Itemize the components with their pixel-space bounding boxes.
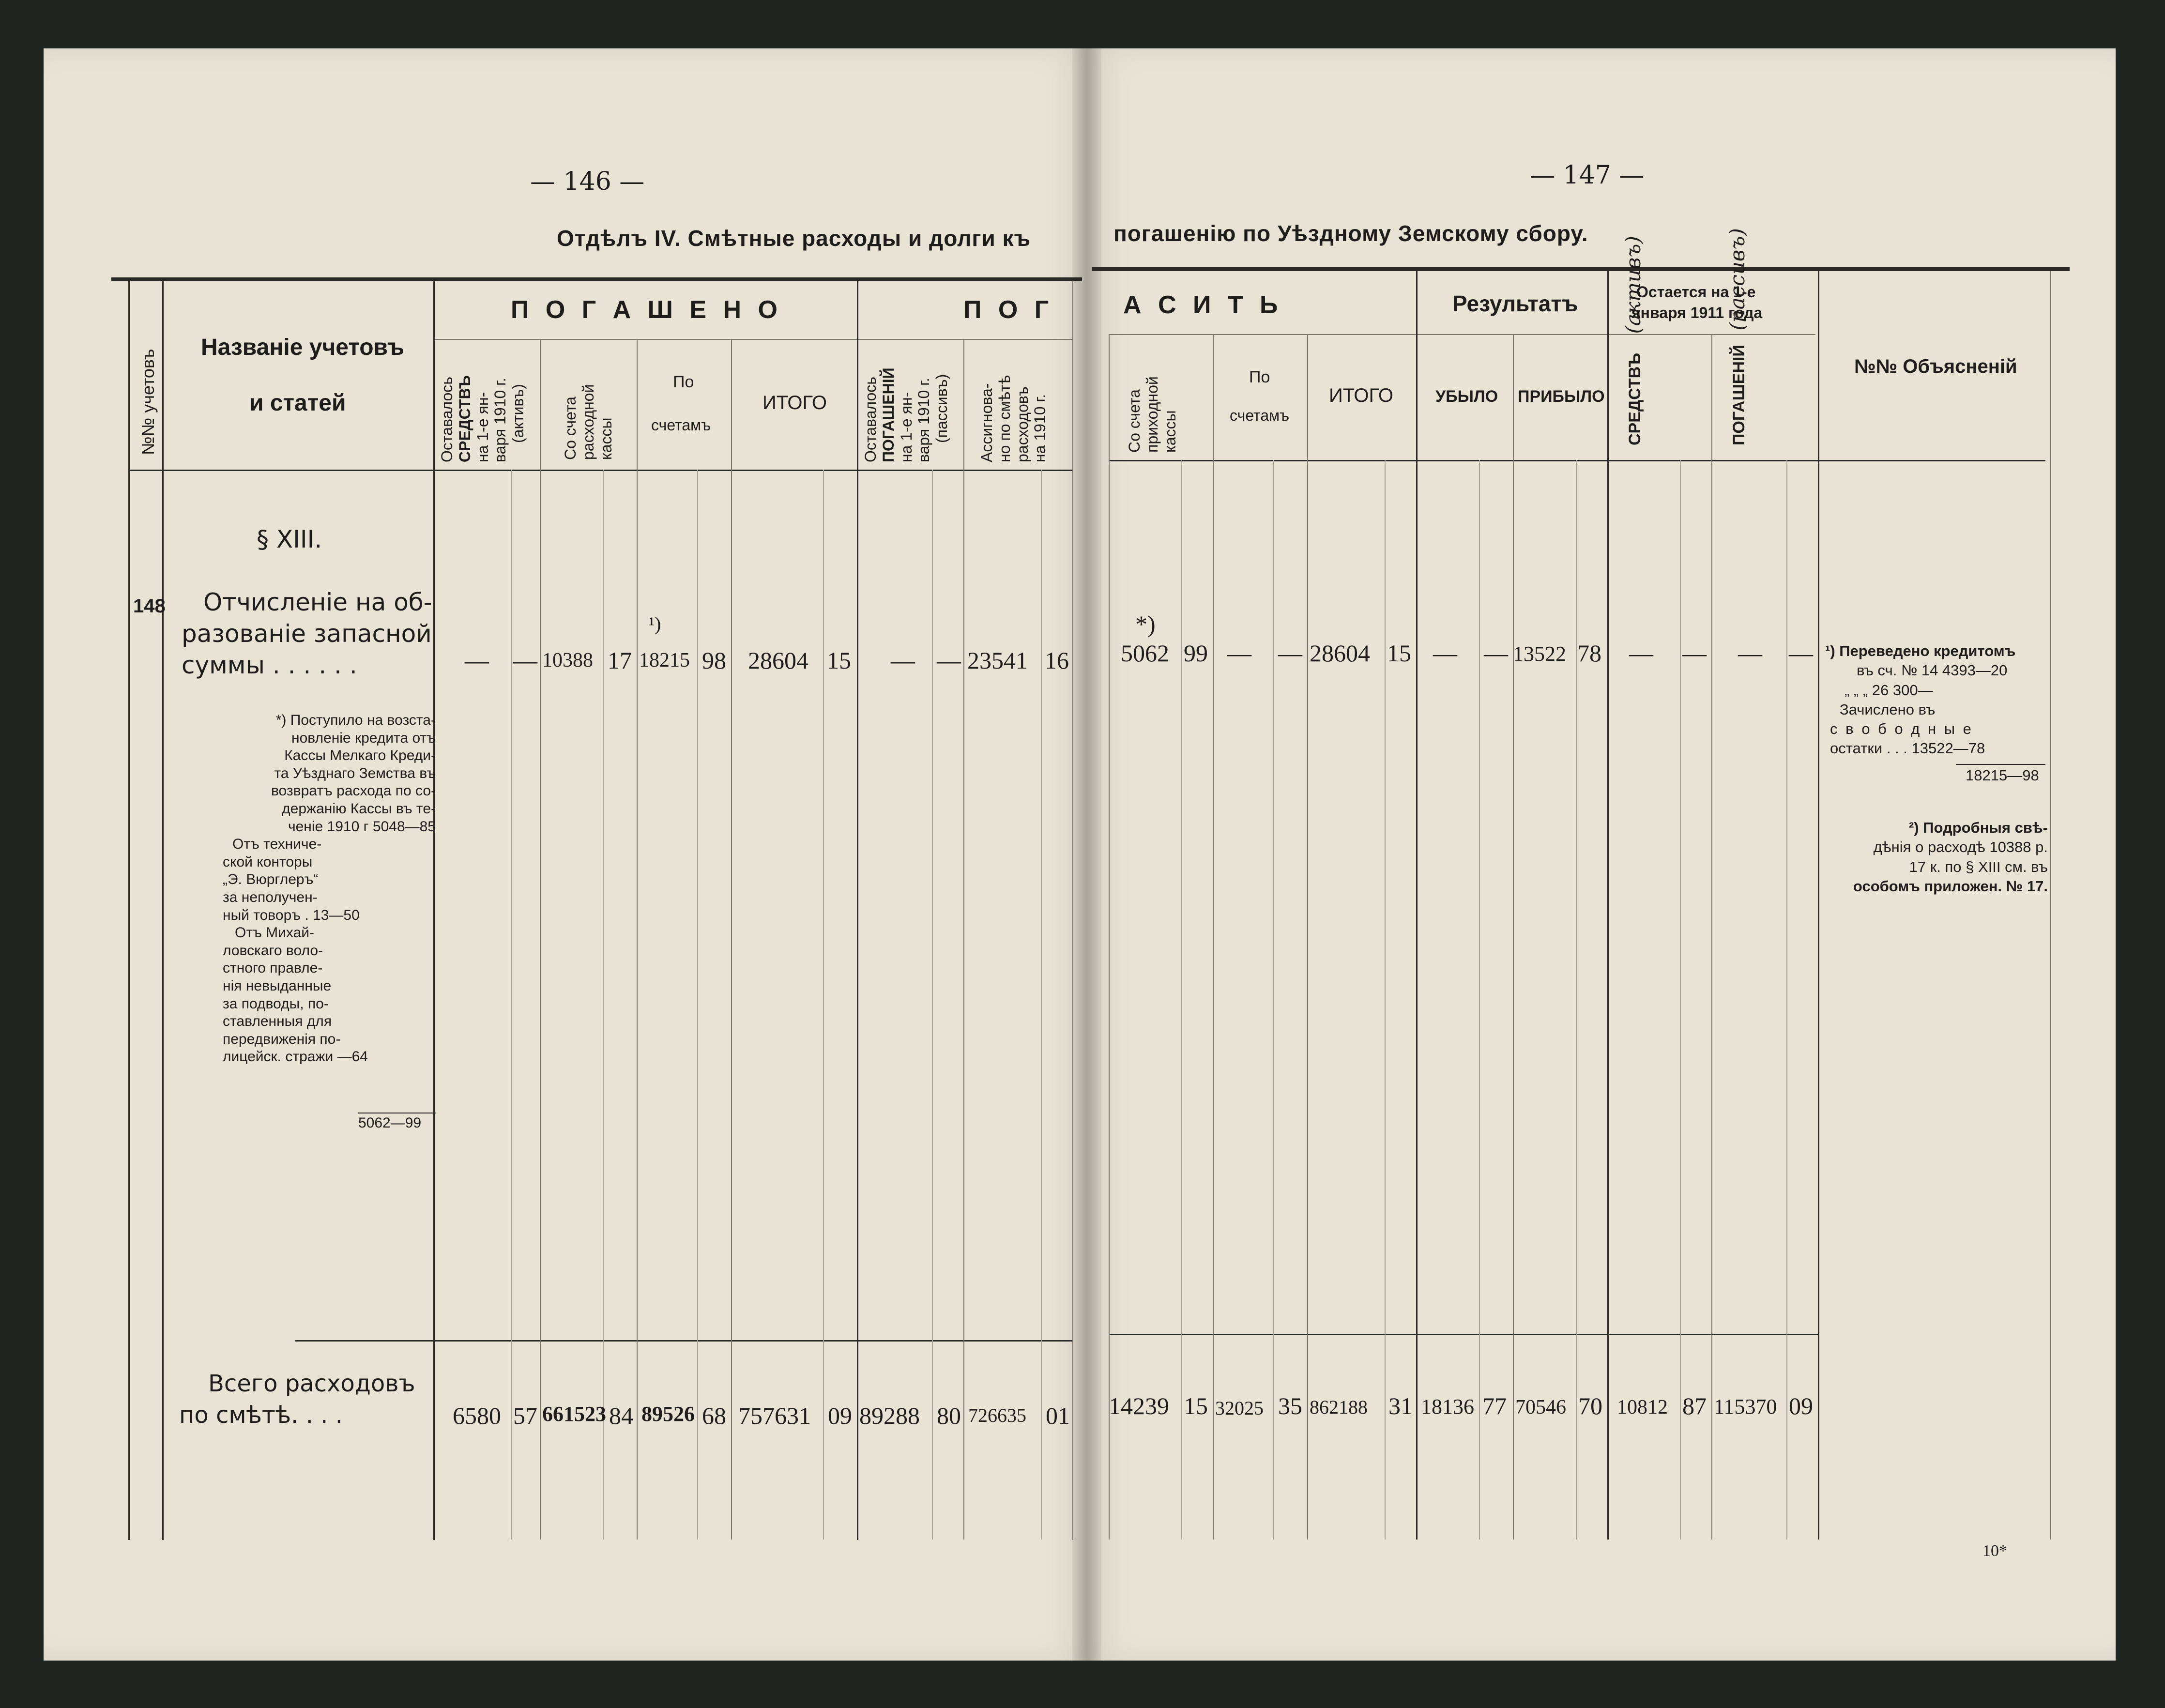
footnote-star: *) Поступило на возста- новленіе кредита отъ Кассы Мелкаго Креди- та Уѣзднаго Земства въ возвратъ расхода по со- держанію Кассы въ те- ченіе 1910 г 5048—85 Отъ техниче- ской конторы „Э. Вюрглеръ“ за неполучен- ный товоръ . 13—50 Отъ Михай- ловскаго воло- стного правле- нія невыданные за подводы, по- ставленныя для передвиженія по- лицейск. стражи —64: [223, 712, 436, 1065]
note-1-total: 18215—98: [1966, 767, 2039, 784]
row-topay-remain-dash2: —: [937, 647, 961, 674]
total-gain-rub: 70546: [1515, 1396, 1566, 1418]
total-topay-remain-rub: 89288: [859, 1402, 920, 1429]
col-line: [1307, 334, 1308, 1540]
header-right-total: ИТОГО: [1329, 385, 1394, 406]
row-paid-remain-dash2: —: [513, 647, 537, 674]
col-line: [731, 339, 732, 1540]
total-loss-rub: 18136: [1421, 1395, 1474, 1418]
row-right-accounts-dash: —: [1227, 640, 1251, 667]
row-topay-assigned-rub: 23541: [967, 647, 1028, 674]
col-subline: [1181, 460, 1182, 1540]
row-right-total-kop: 15: [1387, 640, 1411, 667]
col-subline: [823, 470, 824, 1540]
total-label-1: Всего расходовъ: [208, 1370, 415, 1397]
row-liab-dash: —: [1738, 640, 1762, 667]
header-right-accounts-1: По: [1249, 368, 1270, 386]
col-subline: [1680, 460, 1681, 1540]
total-topay-assigned-kop: 01: [1046, 1402, 1070, 1429]
col-line: [2050, 271, 2051, 1540]
header-name-line2: и статей: [249, 390, 346, 416]
total-rule-left: [295, 1340, 1072, 1342]
table-top-rule-right: [1092, 267, 2070, 271]
header-right-cash: Со счета приходной кассы: [1126, 376, 1179, 453]
left-header: Отдѣлъ IV. Смѣтные расходы и долги къ: [557, 226, 1031, 251]
col-line: [540, 339, 541, 1540]
total-paid-cash-rub: 661523: [542, 1402, 606, 1426]
col-line: [128, 281, 130, 1540]
total-right-total-kop: 31: [1388, 1392, 1413, 1419]
row-assets-dash: —: [1629, 640, 1653, 667]
book-gutter: [1072, 48, 1101, 1661]
row-topay-assigned-kop: 16: [1045, 647, 1069, 674]
total-gain-kop: 70: [1578, 1392, 1602, 1419]
col-subline: [697, 470, 698, 1540]
total-paid-total-rub: 757631: [738, 1402, 811, 1429]
col-line: [1416, 271, 1418, 1540]
col-line: [963, 339, 964, 1540]
total-paid-accounts-rub: 89526: [641, 1402, 695, 1426]
section-title: § XIII.: [257, 525, 322, 553]
total-paid-remain-rub: 6580: [453, 1402, 501, 1429]
left-page-number: — 146 —: [530, 167, 645, 196]
group-paid: П О Г А Ш Е Н О: [511, 296, 782, 324]
col-line: [1711, 334, 1712, 1540]
note-1-sum-rule: [1956, 764, 2045, 765]
col-line: [1513, 334, 1514, 1540]
col-subline: [1786, 460, 1787, 1540]
header-gain: ПРИБЫЛО: [1518, 387, 1605, 406]
header-topay-assigned: Ассигнова- но по смѣтѣ расходовъ на 1910 г.: [978, 375, 1049, 462]
total-paid-cash-kop: 84: [609, 1402, 633, 1429]
row-cash-mark: *): [1135, 610, 1156, 638]
group-topay-rest: А С И Т Ь: [1123, 291, 1283, 319]
col-line: [637, 339, 638, 1540]
right-page-number: — 147 —: [1530, 161, 1645, 190]
total-right-cash-kop: 15: [1184, 1392, 1208, 1419]
row-gain-rub: 13522: [1513, 642, 1566, 666]
group-rule-left: [433, 339, 1072, 340]
header-right-accounts-2: счетамъ: [1230, 407, 1290, 424]
note-1: ¹) Переведено кредитомъ въ сч. № 14 4393—20 „ „ „ 26 300— Зачислено въ с в о б о д н ы е остатки . . . 13522—78: [1825, 642, 2016, 757]
total-paid-total-kop: 09: [828, 1402, 852, 1429]
group-topay-part: П О Г: [963, 296, 1054, 324]
row-right-cash-rub: 5062: [1121, 640, 1169, 667]
right-header: погашенію по Уѣздному Земскому сбору.: [1113, 221, 1588, 246]
total-assets-kop: 87: [1682, 1392, 1707, 1419]
header-bottom-rule-right: [1109, 460, 2045, 461]
col-line: [1072, 281, 1073, 1540]
col-subline: [511, 470, 512, 1540]
header-topay-remain: Оставалось ПОГАШЕНІЙ на 1-е ян- варя 1910 г. (пассивъ): [862, 367, 951, 462]
row-paid-total-rub: 28604: [748, 647, 808, 674]
group-result: Результатъ: [1452, 291, 1578, 316]
header-name-line1: Названіе учетовъ: [201, 335, 404, 360]
col-subline: [1479, 460, 1480, 1540]
total-right-cash-rub: 14239: [1109, 1392, 1169, 1419]
total-liab-rub: 115370: [1714, 1395, 1777, 1418]
row-paid-accounts-rub: 18215: [639, 649, 690, 671]
row-right-cash-kop: 99: [1184, 640, 1208, 667]
group-rule-right: [1109, 334, 1815, 335]
row-paid-accounts-kop: 98: [702, 647, 726, 674]
row-name-1: Отчисленіе на об-: [203, 588, 432, 616]
header-bottom-rule-left: [128, 470, 1072, 471]
col-line: [857, 281, 858, 1540]
total-topay-remain-kop: 80: [937, 1402, 961, 1429]
header-paid-remain: Оставалось СРЕДСТВЪ на 1-е ян- варя 1910 г. (активъ): [438, 375, 527, 462]
total-right-total-rub: 862188: [1310, 1396, 1368, 1418]
total-assets-rub: 10812: [1617, 1396, 1668, 1418]
col-line: [1109, 334, 1110, 1540]
col-line: [1818, 271, 1819, 1540]
group-remains-2: января 1911 года: [1631, 304, 1763, 321]
header-account-number: №№ учетовъ: [138, 349, 158, 455]
row-loss-dash2: —: [1484, 640, 1508, 667]
total-liab-kop: 09: [1789, 1392, 1813, 1419]
row-assets-dash2: —: [1682, 640, 1707, 667]
col-subline: [932, 470, 933, 1540]
header-assets: СРЕДСТВЪ (активъ): [1621, 236, 1645, 445]
total-label-2: по смѣтѣ. . . .: [179, 1402, 343, 1429]
row-paid-cash-kop: 17: [608, 647, 632, 674]
header-loss: УБЫЛО: [1435, 387, 1498, 406]
col-subline: [1576, 460, 1577, 1540]
row-number: 148: [133, 595, 166, 617]
total-topay-assigned-rub: 726635: [968, 1404, 1026, 1426]
header-paid-cash: Со счета расходной кассы: [562, 384, 615, 460]
row-right-accounts-dash2: —: [1278, 640, 1302, 667]
row-paid-remain-dash: —: [465, 647, 489, 674]
row-paid-cash-rub: 10388: [542, 649, 593, 671]
row-accounts-mark: ¹): [649, 613, 661, 635]
col-line: [1607, 271, 1609, 1540]
col-line: [1213, 334, 1214, 1540]
header-paid-accounts-2: счетамъ: [651, 416, 711, 434]
header-paid-accounts-1: По: [673, 373, 694, 391]
row-name-2: разованіе запасной: [182, 620, 432, 648]
col-line: [162, 281, 164, 1540]
row-right-total-rub: 28604: [1310, 640, 1370, 667]
header-liabilities: ПОГАШЕНІЙ (пассивъ): [1725, 228, 1749, 445]
total-right-accounts-rub: 32025: [1215, 1397, 1264, 1419]
note-2: ²) Подробныя свѣ- дѣнія о расходѣ 10388 р. 17 к. по § XIII см. въ особомъ приложен. № 17.: [1853, 819, 2048, 895]
footnote-star-total: 5062—99: [358, 1115, 422, 1131]
group-remains-1: Остается на 1-е: [1636, 283, 1756, 301]
col-subline: [1273, 460, 1274, 1540]
header-notes: №№ Объясненій: [1854, 356, 2017, 377]
row-name-3: суммы . . . . . .: [182, 651, 357, 679]
total-paid-remain-kop: 57: [513, 1402, 537, 1429]
col-subline: [1385, 460, 1386, 1540]
header-paid-total: ИТОГО: [762, 392, 827, 413]
row-loss-dash: —: [1433, 640, 1457, 667]
row-paid-total-kop: 15: [827, 647, 851, 674]
row-liab-dash2: —: [1789, 640, 1813, 667]
total-right-accounts-kop: 35: [1278, 1392, 1302, 1419]
col-subline: [603, 470, 604, 1540]
total-loss-kop: 77: [1482, 1392, 1507, 1419]
row-topay-remain-dash: —: [891, 647, 915, 674]
row-gain-kop: 78: [1577, 640, 1601, 667]
total-paid-accounts-kop: 68: [702, 1402, 726, 1429]
signature-mark: 10*: [1982, 1542, 2007, 1560]
table-top-rule: [111, 277, 1082, 281]
col-subline: [1041, 470, 1042, 1540]
